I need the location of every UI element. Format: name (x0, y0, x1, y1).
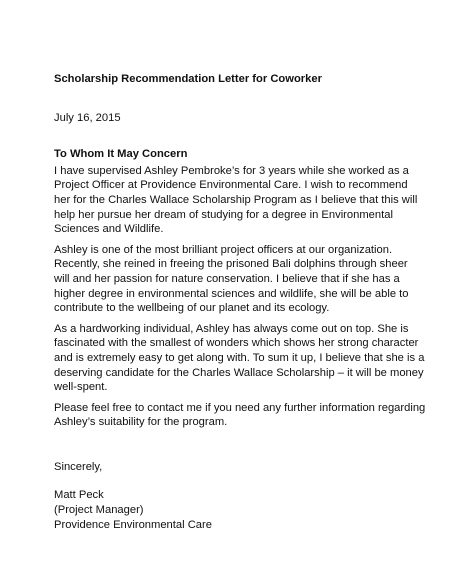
paragraph-3: As a hardworking individual, Ashley has always come out on top. She is fascinated with the smallest of wonders which shows her strong character and is extremely easy to get along with. To sum it up, I believe that she is a deserving candidate for the Charles Wallace Scholarship – it will be money well-spent. (54, 322, 425, 394)
signer-organization: Providence Environmental Care (54, 518, 212, 531)
signer-role: (Project Manager) (54, 504, 144, 517)
letter-body (54, 72, 426, 532)
letter-salutation: To Whom It May Concern (54, 148, 188, 161)
letter-date: July 16, 2015 (54, 111, 121, 124)
signature-block (54, 488, 426, 532)
signer-name: Matt Peck (54, 489, 104, 502)
paragraph-4: Please feel free to contact me if you need any further information regarding Ashley’s suitability for the program. (54, 401, 426, 429)
letter-closing: Sincerely, (54, 460, 103, 473)
paragraph-1: I have supervised Ashley Pembroke’s for 3 years while she worked as a Project Officer at Providence Environmental Care. I wish to recommend her for the Charles Wallace Scholarship Program as I believe that this will help her pursue her dream of studying for a degree in Environmental Sciences and Wildlife. (54, 164, 418, 236)
letter-title: Scholarship Recommendation Letter for Coworker (54, 73, 322, 85)
paragraph-2: Ashley is one of the most brilliant project officers at our organization. Recently, she reined in freeing the prisoned Bali dolphins through sheer will and her passion for nature conservation. I believe that if she has a higher degree in environmental sciences and wildlife, she will be able to contribute to the wellbeing of our planet and its ecology. (54, 243, 409, 315)
